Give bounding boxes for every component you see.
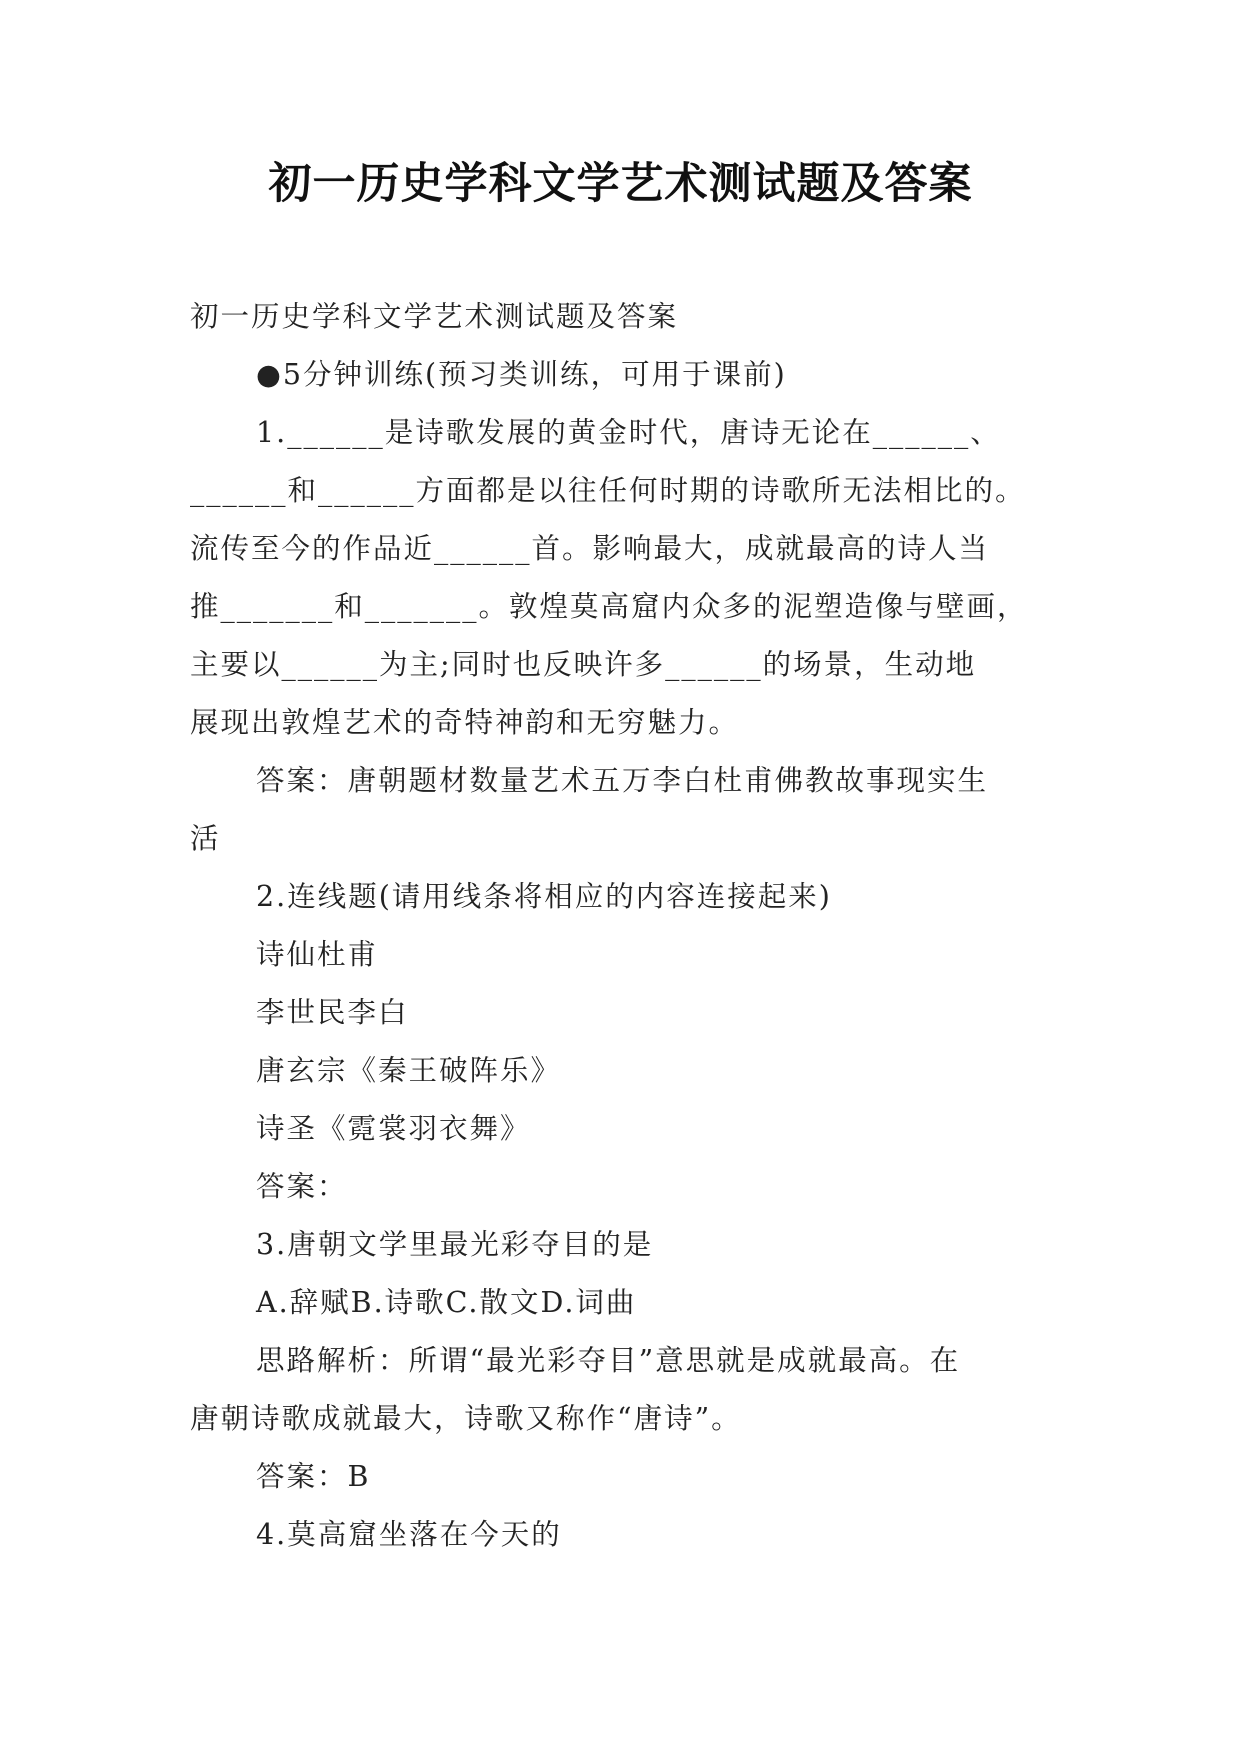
question-1-line-4: 推_______和_______。敦煌莫高窟内众多的泥塑造像与壁画， xyxy=(190,590,1028,623)
answer-2: 答案： xyxy=(256,1170,348,1203)
question-2-item: 唐玄宗《秦王破阵乐》 xyxy=(256,1054,562,1087)
question-1-line-1: 1.______是诗歌发展的黄金时代，唐诗无论在______、 xyxy=(256,416,1001,449)
question-2-item: 诗圣《霓裳羽衣舞》 xyxy=(256,1112,531,1145)
question-1-line-6: 展现出敦煌艺术的奇特神韵和无穷魅力。 xyxy=(190,706,740,739)
answer-1-line-1: 答案：唐朝题材数量艺术五万李白杜甫佛教故事现实生 xyxy=(256,764,989,797)
question-2-item: 诗仙杜甫 xyxy=(256,938,379,971)
question-4: 4.莫高窟坐落在今天的 xyxy=(256,1518,562,1551)
section-heading: ●5分钟训练(预习类训练，可用于课前) xyxy=(256,358,787,391)
question-2-item: 李世民李白 xyxy=(256,996,409,1029)
analysis-3-line-1: 思路解析：所谓“最光彩夺目”意思就是成就最高。在 xyxy=(256,1344,961,1377)
question-1-line-5: 主要以______为主;同时也反映许多______的场景，生动地 xyxy=(190,648,977,681)
answer-1-line-2: 活 xyxy=(190,822,221,855)
question-1-line-3: 流传至今的作品近______首。影响最大，成就最高的诗人当 xyxy=(190,532,990,565)
question-2-heading: 2.连线题(请用线条将相应的内容连接起来) xyxy=(256,880,832,913)
document-title: 初一历史学科文学艺术测试题及答案 xyxy=(268,159,973,209)
question-3-options: A.辞赋B.诗歌C.散文D.词曲 xyxy=(256,1286,637,1319)
question-1-line-2: ______和______方面都是以往任何时期的诗歌所无法相比的。 xyxy=(190,474,1026,507)
question-3: 3.唐朝文学里最光彩夺目的是 xyxy=(256,1228,654,1261)
analysis-3-line-2: 唐朝诗歌成就最大，诗歌又称作“唐诗”。 xyxy=(190,1402,742,1435)
subtitle-line: 初一历史学科文学艺术测试题及答案 xyxy=(190,300,679,333)
document-body xyxy=(190,288,1060,1564)
answer-3: 答案：B xyxy=(256,1460,371,1493)
